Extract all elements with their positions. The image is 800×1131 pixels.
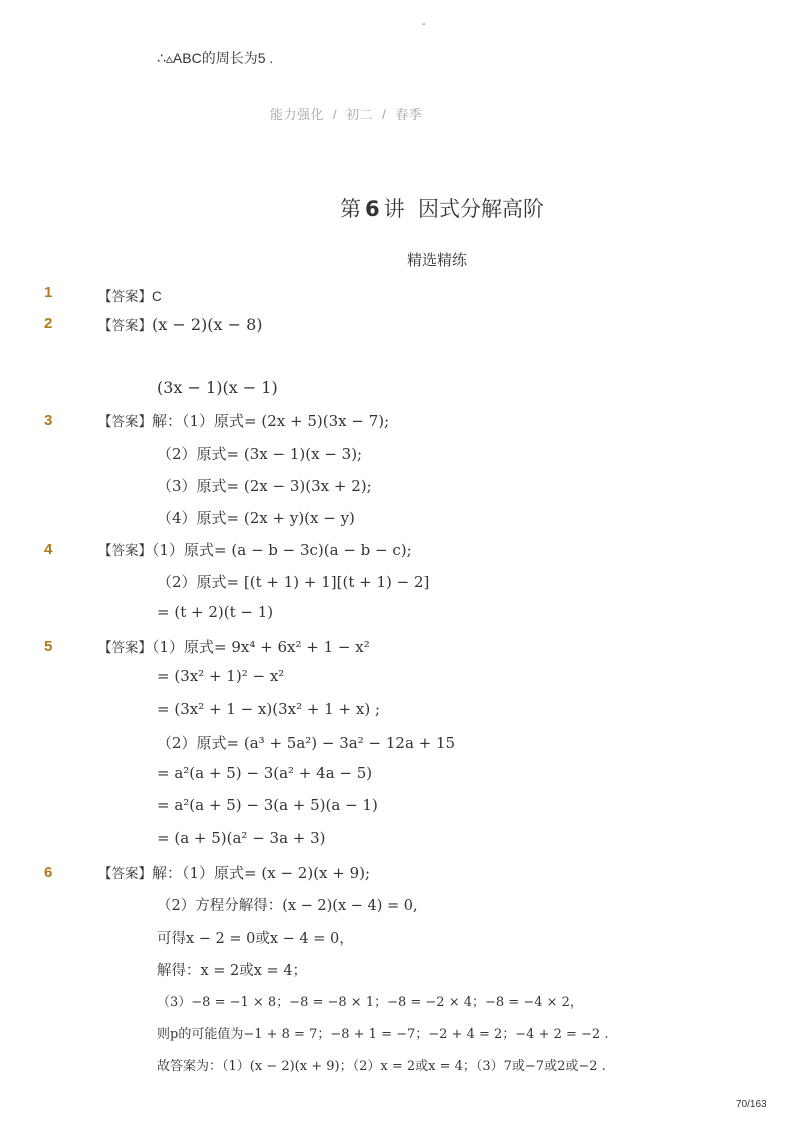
answer-line — [98, 636, 370, 657]
question-number: 1 — [44, 284, 53, 301]
lecture-topic: 因式分解高阶 — [417, 197, 544, 221]
breadcrumb-separator: / — [333, 107, 338, 122]
answer-math: （3）原式= (2x − 3)(3x + 2); — [157, 477, 372, 495]
answer-math: 可得x − 2 = 0或x − 4 = 0， — [157, 931, 354, 947]
question-number: 3 — [44, 412, 53, 429]
answer-math: （3）−8 = −1 × 8；−8 = −8 × 1；−8 = −2 × 4；−8 = −4 × 2， — [157, 995, 583, 1010]
answer-math: （2）原式= (3x − 1)(x − 3); — [157, 445, 363, 463]
answer-tag: 【答案】 — [98, 640, 152, 655]
answer-math: (3x − 1)(x − 1) — [157, 378, 278, 397]
answer-tag: 【答案】 — [98, 318, 152, 333]
answer-math: 故答案为：（1）(x − 2)(x + 9)；（2）x = 2或x = 4；（3）7或−7或2或−2 . — [157, 1059, 606, 1074]
answer-tag: 【答案】 — [98, 414, 152, 429]
breadcrumb — [270, 104, 422, 123]
lecture-prefix: 第 — [340, 197, 361, 221]
answer-math: = (3x² + 1 − x)(3x² + 1 + x) ; — [157, 700, 381, 718]
answer-line — [98, 410, 389, 431]
answer-tag: 【答案】 — [98, 289, 152, 304]
answer-math: 解：（1）原式= (2x + 5)(3x − 7); — [152, 412, 390, 430]
answer-math: = (3x² + 1)² − x² — [157, 667, 285, 685]
answer-math: （1）原式= 9x⁴ + 6x² + 1 − x² — [152, 638, 370, 656]
answer-math: = (t + 2)(t − 1) — [157, 603, 274, 621]
answer-math: 则p的可能值为−1 + 8 = 7；−8 + 1 = −7；−2 + 4 = 2；−4 + 2 = −2 . — [157, 1027, 609, 1042]
answer-math: (x − 2)(x − 8) — [152, 315, 263, 334]
answer-tag: 【答案】 — [98, 543, 152, 558]
answer-math: （4）原式= (2x + y)(x − y) — [157, 509, 355, 527]
answer-math: = a²(a + 5) − 3(a + 5)(a − 1) — [157, 796, 378, 814]
question-number: 2 — [44, 315, 53, 332]
lecture-title — [340, 193, 544, 223]
breadcrumb-separator: / — [382, 107, 387, 122]
question-number: 4 — [44, 541, 53, 558]
breadcrumb-term: 春季 — [395, 107, 423, 122]
breadcrumb-course: 能力强化 — [270, 107, 325, 122]
section-title: 精选精练 — [407, 252, 468, 269]
answer-math: （2）方程分解得：(x − 2)(x − 4) = 0, — [157, 898, 418, 914]
answer-math: = a²(a + 5) − 3(a² + 4a − 5) — [157, 764, 373, 782]
question-number: 6 — [44, 864, 53, 881]
previous-conclusion: ∴▵ABC的周长为5 . — [157, 50, 274, 66]
lecture-number: 6 — [365, 197, 380, 221]
answer-line — [98, 314, 263, 334]
page-number: 70/163 — [736, 1099, 767, 1110]
lecture-suffix: 讲 — [383, 197, 405, 221]
answer-text: C — [152, 289, 162, 304]
answer-math: （1）原式= (a − b − 3c)(a − b − c); — [152, 541, 412, 559]
answer-math: 解得：x = 2或x = 4； — [157, 963, 308, 979]
header-dash: - — [422, 18, 426, 30]
answer-line — [98, 285, 162, 305]
answer-line — [98, 862, 370, 883]
answer-math: （2）原式= [(t + 1) + 1][(t + 1) − 2] — [157, 573, 430, 591]
answer-math: = (a + 5)(a² − 3a + 3) — [157, 829, 326, 847]
answer-line — [98, 539, 412, 560]
question-number: 5 — [44, 638, 53, 655]
answer-math: （2）原式= (a³ + 5a²) − 3a² − 12a + 15 — [157, 734, 456, 752]
answer-math: 解：（1）原式= (x − 2)(x + 9); — [152, 864, 371, 882]
answer-tag: 【答案】 — [98, 866, 152, 881]
breadcrumb-grade: 初二 — [346, 107, 374, 122]
